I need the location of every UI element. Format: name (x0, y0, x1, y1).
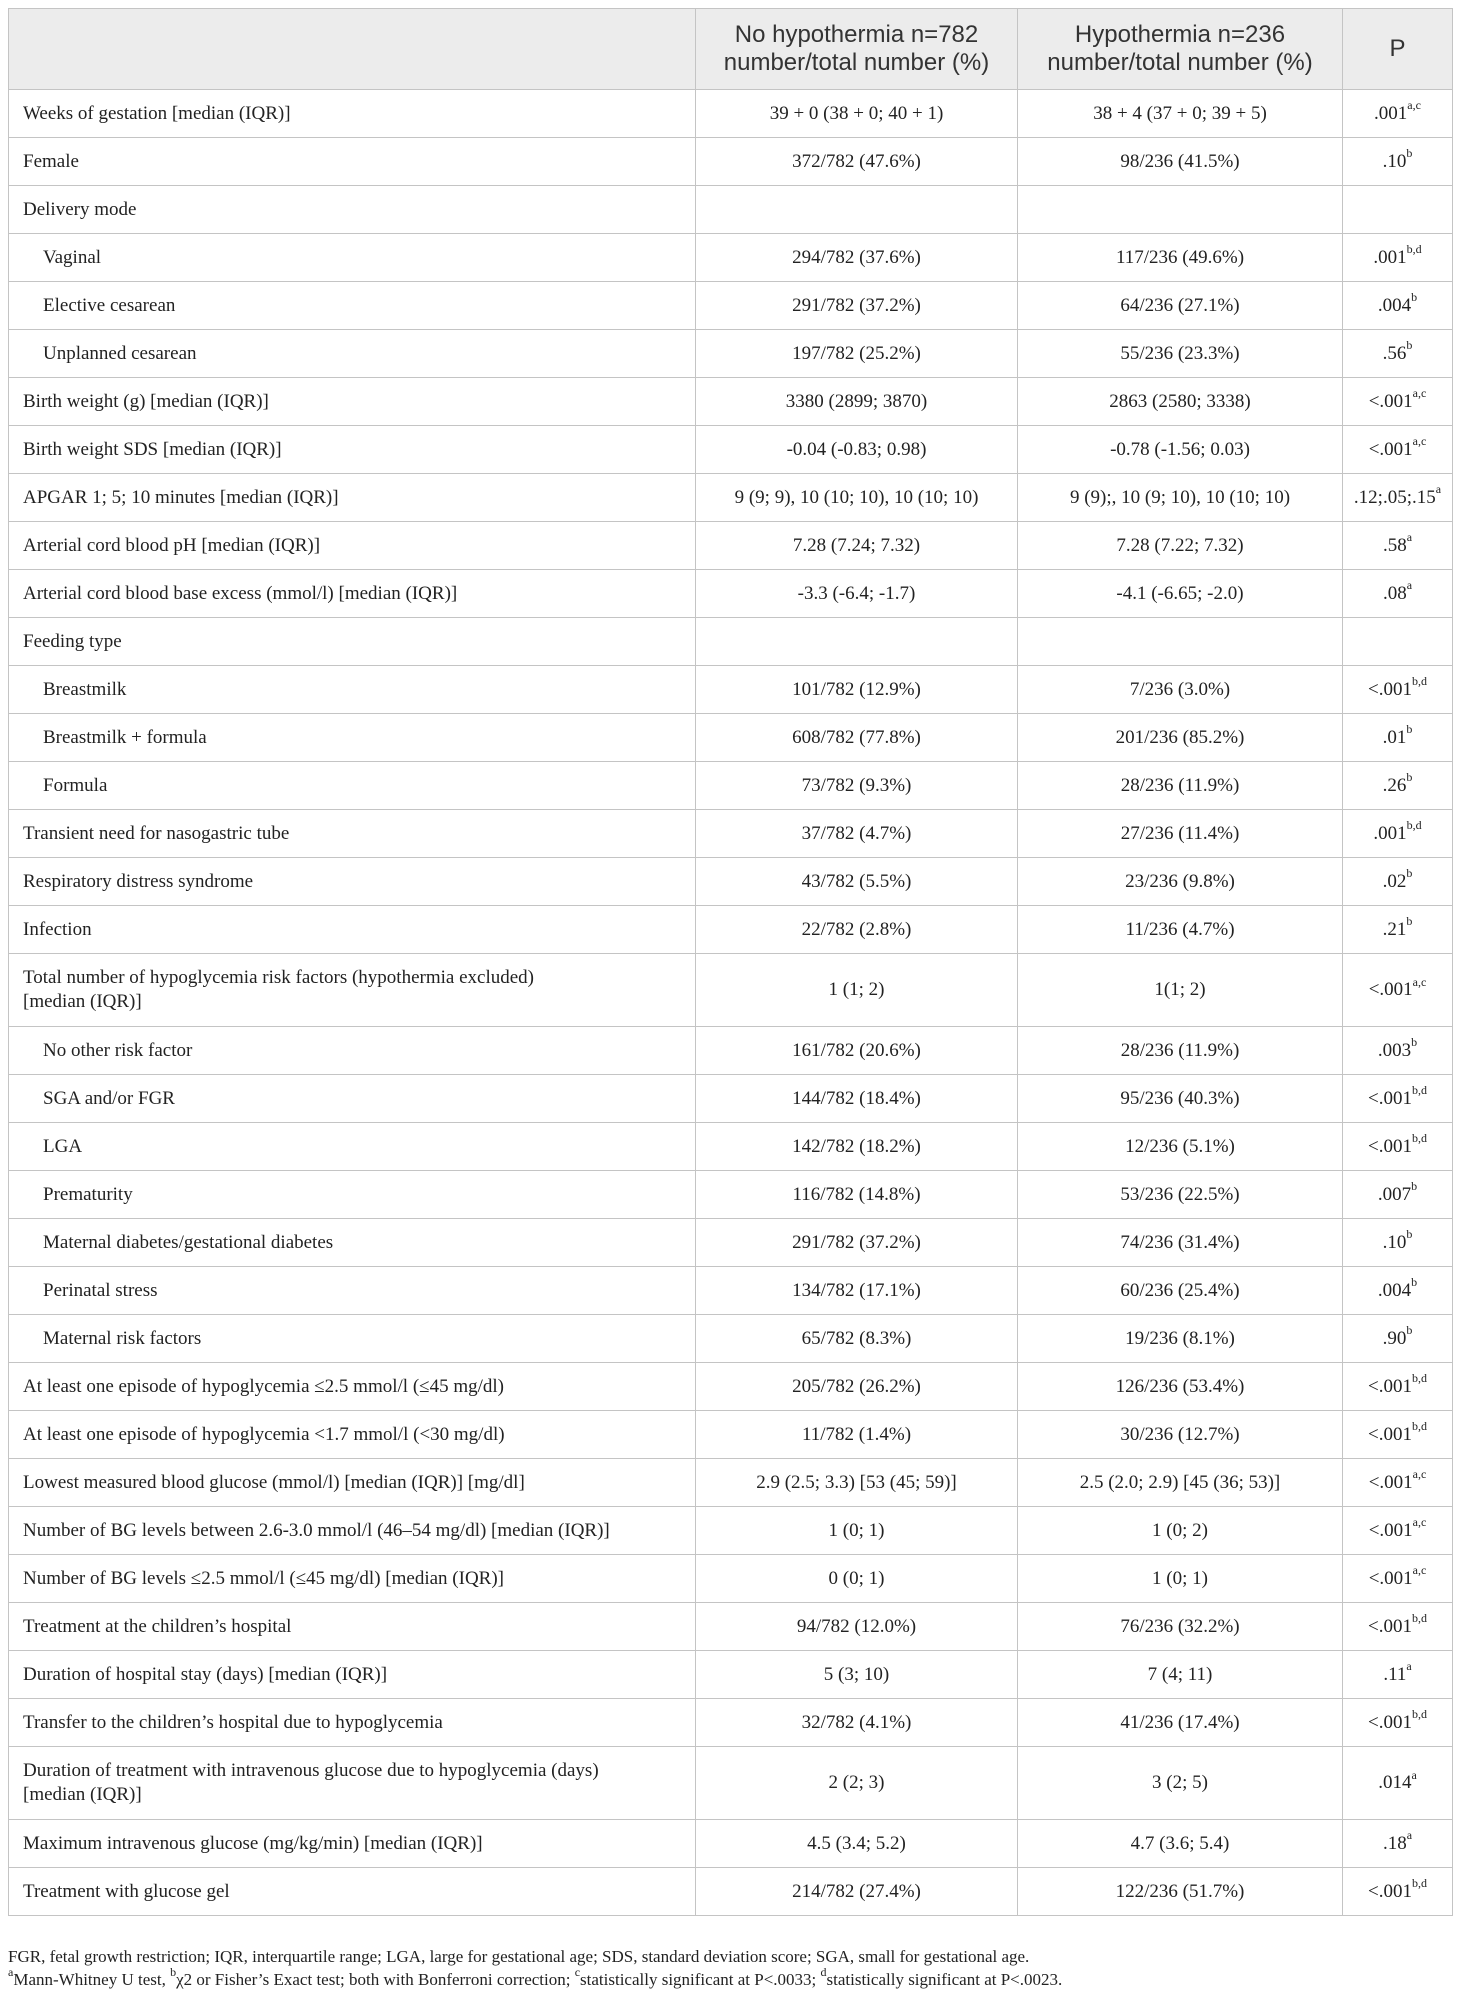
table-row (9, 1219, 1453, 1267)
row-label: Respiratory distress syndrome (9, 858, 696, 906)
p-value-footnote-mark: b (1406, 770, 1413, 785)
no-hypothermia-value: 0 (0; 1) (696, 1555, 1018, 1603)
no-hypothermia-value: 73/782 (9.3%) (696, 762, 1018, 810)
hypothermia-value: 7 (4; 11) (1018, 1651, 1343, 1699)
no-hypothermia-value: -0.04 (-0.83; 0.98) (696, 426, 1018, 474)
table-row (9, 282, 1453, 330)
p-value-footnote-mark: b (1411, 290, 1418, 305)
p-value-footnote-mark: a (1411, 1767, 1417, 1782)
table-row (9, 378, 1453, 426)
row-label: Lowest measured blood glucose (mmol/l) [median (IQR)] [mg/dl] (9, 1459, 696, 1507)
p-value: <.001 (1368, 1711, 1412, 1733)
p-value-footnote-mark: b,d (1406, 242, 1422, 257)
p-value: .08 (1382, 582, 1407, 604)
row-label: Treatment with glucose gel (9, 1868, 696, 1916)
p-value: .014 (1378, 1772, 1412, 1793)
hypothermia-value: -4.1 (-6.65; -2.0) (1018, 570, 1343, 618)
p-value-cell (1343, 762, 1453, 810)
p-value-footnote-mark: b (1411, 1275, 1418, 1290)
p-value: <.001 (1368, 1087, 1412, 1109)
no-hypothermia-value: 39 + 0 (38 + 0; 40 + 1) (696, 90, 1018, 138)
row-label: Birth weight SDS [median (IQR)] (9, 426, 696, 474)
p-value-cell (1343, 1075, 1453, 1123)
table-row (9, 1459, 1453, 1507)
row-label: SGA and/or FGR (9, 1075, 696, 1123)
p-value-footnote-mark: b,d (1411, 1371, 1427, 1386)
p-value-footnote-mark: a,c (1412, 1467, 1427, 1482)
no-hypothermia-value: 101/782 (12.9%) (696, 666, 1018, 714)
row-label: Infection (9, 906, 696, 954)
footnote-mark: c (574, 1965, 581, 1980)
p-value: .18 (1382, 1832, 1407, 1854)
p-value-cell (1343, 90, 1453, 138)
table-row (9, 330, 1453, 378)
p-value-footnote-mark: b,d (1411, 1419, 1427, 1434)
row-label: Arterial cord blood pH [median (IQR)] (9, 522, 696, 570)
p-value: .001 (1374, 102, 1408, 124)
hypothermia-value: 19/236 (8.1%) (1018, 1315, 1343, 1363)
footnote-text: Mann-Whitney U test, (13, 1970, 171, 1989)
p-value: .90 (1382, 1327, 1407, 1349)
p-value: .007 (1377, 1183, 1412, 1205)
p-value-cell (1343, 474, 1453, 522)
p-value-footnote-mark: a (1406, 1828, 1413, 1843)
table-row (9, 522, 1453, 570)
p-value: <.001 (1368, 1423, 1412, 1445)
p-value-cell (1343, 954, 1453, 1027)
footnote-text: χ2 or Fisher’s Exact test; both with Bonferroni correction; (176, 1970, 575, 1989)
p-value: <.001 (1368, 1135, 1412, 1157)
p-value: .56 (1382, 342, 1407, 364)
p-value-cell (1343, 714, 1453, 762)
p-value: .10 (1382, 1231, 1407, 1253)
p-value: .003 (1377, 1039, 1412, 1061)
results-table (8, 8, 1453, 1916)
p-value-cell (1343, 1603, 1453, 1651)
header-hypothermia: Hypothermia n=236 number/total number (%) (1018, 9, 1343, 90)
p-value: <.001 (1368, 979, 1413, 1000)
table-row (9, 666, 1453, 714)
p-value-cell (1343, 906, 1453, 954)
p-value-footnote-mark: a (1435, 482, 1442, 497)
p-value-footnote-mark: b (1406, 146, 1413, 161)
p-value-footnote-mark: b,d (1411, 1876, 1427, 1891)
row-label: Transfer to the children’s hospital due to hypoglycemia (9, 1699, 696, 1747)
no-hypothermia-value: 22/782 (2.8%) (696, 906, 1018, 954)
footnote-mark: d (820, 1965, 827, 1980)
table-row (9, 1555, 1453, 1603)
abbreviations-note: FGR, fetal growth restriction; IQR, interquartile range; LGA, large for gestational age; SDS, standard deviation score; SGA, small for gestational age. (8, 1947, 1030, 1966)
p-value-cell (1343, 810, 1453, 858)
p-value-footnote-mark: b,d (1411, 1611, 1427, 1626)
p-value-cell (1343, 1123, 1453, 1171)
no-hypothermia-value: 3380 (2899; 3870) (696, 378, 1018, 426)
hypothermia-value: 76/236 (32.2%) (1018, 1603, 1343, 1651)
p-value-cell (1343, 330, 1453, 378)
p-value-cell (1343, 426, 1453, 474)
p-value: <.001 (1368, 438, 1413, 460)
no-hypothermia-value: 142/782 (18.2%) (696, 1123, 1018, 1171)
p-value-cell (1343, 666, 1453, 714)
p-value: <.001 (1368, 1567, 1413, 1589)
table-row (9, 906, 1453, 954)
p-value-footnote-mark: a (1406, 578, 1413, 593)
no-hypothermia-value: 291/782 (37.2%) (696, 1219, 1018, 1267)
no-hypothermia-value: 7.28 (7.24; 7.32) (696, 522, 1018, 570)
p-value: .26 (1382, 774, 1407, 796)
row-label: Female (9, 138, 696, 186)
hypothermia-value: 1(1; 2) (1018, 954, 1343, 1027)
table-row (9, 762, 1453, 810)
footnote-mark: a (8, 1965, 14, 1980)
table-row (9, 1363, 1453, 1411)
header-p-value: P (1343, 9, 1453, 90)
p-value-footnote-mark: b,d (1411, 1131, 1427, 1146)
p-value-footnote-mark: b,d (1406, 818, 1422, 833)
table-body (9, 90, 1453, 1916)
p-value: <.001 (1368, 1615, 1412, 1637)
row-label: Maternal risk factors (9, 1315, 696, 1363)
p-value-footnote-mark: a (1406, 1659, 1412, 1674)
row-label: Unplanned cesarean (9, 330, 696, 378)
hypothermia-value: 2.5 (2.0; 2.9) [45 (36; 53)] (1018, 1459, 1343, 1507)
p-value-cell (1343, 570, 1453, 618)
no-hypothermia-value: -3.3 (-6.4; -1.7) (696, 570, 1018, 618)
table-row (9, 1699, 1453, 1747)
p-value: <.001 (1368, 1375, 1412, 1397)
row-label: Delivery mode (9, 186, 696, 234)
p-value-footnote-mark: b,d (1411, 1083, 1427, 1098)
row-label: At least one episode of hypoglycemia <1.7 mmol/l (<30 mg/dl) (9, 1411, 696, 1459)
row-label: Arterial cord blood base excess (mmol/l) [median (IQR)] (9, 570, 696, 618)
footnote-mark: b (170, 1965, 177, 1980)
row-label: Formula (9, 762, 696, 810)
p-value: <.001 (1368, 1471, 1413, 1493)
hypothermia-value: 95/236 (40.3%) (1018, 1075, 1343, 1123)
row-label: Number of BG levels between 2.6-3.0 mmol/l (46–54 mg/dl) [median (IQR)] (9, 1507, 696, 1555)
table-row (9, 1603, 1453, 1651)
row-label: Birth weight (g) [median (IQR)] (9, 378, 696, 426)
row-label: Prematurity (9, 1171, 696, 1219)
footnotes (8, 1945, 1452, 1991)
p-value: .004 (1377, 1279, 1412, 1301)
p-value-footnote-mark: a,c (1412, 1515, 1427, 1530)
p-value-footnote-mark: b,d (1411, 1707, 1427, 1722)
hypothermia-value: 28/236 (11.9%) (1018, 1027, 1343, 1075)
p-value-footnote-mark: b (1411, 1179, 1418, 1194)
hypothermia-value: 9 (9);, 10 (9; 10), 10 (10; 10) (1018, 474, 1343, 522)
p-value-cell (1343, 138, 1453, 186)
header-no-hypothermia: No hypothermia n=782 number/total number (%) (696, 9, 1018, 90)
row-label: No other risk factor (9, 1027, 696, 1075)
row-label: Number of BG levels ≤2.5 mmol/l (≤45 mg/dl) [median (IQR)] (9, 1555, 696, 1603)
hypothermia-value: 64/236 (27.1%) (1018, 282, 1343, 330)
p-value-cell (1343, 282, 1453, 330)
hypothermia-value: 53/236 (22.5%) (1018, 1171, 1343, 1219)
row-label: Maximum intravenous glucose (mg/kg/min) [median (IQR)] (9, 1820, 696, 1868)
no-hypothermia-value: 205/782 (26.2%) (696, 1363, 1018, 1411)
p-value-footnote-mark: b (1406, 866, 1413, 881)
p-value: <.001 (1368, 1519, 1413, 1541)
p-value-cell (1343, 378, 1453, 426)
hypothermia-value: 117/236 (49.6%) (1018, 234, 1343, 282)
hypothermia-value: 23/236 (9.8%) (1018, 858, 1343, 906)
no-hypothermia-value: 116/782 (14.8%) (696, 1171, 1018, 1219)
row-label: Duration of hospital stay (days) [median (IQR)] (9, 1651, 696, 1699)
statistics-note (8, 1965, 1452, 1991)
hypothermia-value: 4.7 (3.6; 5.4) (1018, 1820, 1343, 1868)
p-value: .001 (1373, 822, 1407, 844)
p-value-footnote-mark: a,c (1412, 434, 1427, 449)
hypothermia-value (1018, 186, 1343, 234)
hypothermia-value: 60/236 (25.4%) (1018, 1267, 1343, 1315)
table-header-row (9, 9, 1453, 90)
p-value: .21 (1382, 918, 1407, 940)
hypothermia-value: 3 (2; 5) (1018, 1747, 1343, 1820)
p-value-footnote-mark: b (1406, 338, 1413, 353)
p-value-cell (1343, 858, 1453, 906)
table-row (9, 1651, 1453, 1699)
p-value-cell (1343, 1699, 1453, 1747)
p-value: .02 (1382, 870, 1407, 892)
no-hypothermia-value: 134/782 (17.1%) (696, 1267, 1018, 1315)
no-hypothermia-value: 608/782 (77.8%) (696, 714, 1018, 762)
p-value-cell (1343, 1555, 1453, 1603)
p-value-cell (1343, 1459, 1453, 1507)
table-row (9, 1507, 1453, 1555)
row-label: Maternal diabetes/gestational diabetes (9, 1219, 696, 1267)
hypothermia-value: 122/236 (51.7%) (1018, 1868, 1343, 1916)
row-label: Perinatal stress (9, 1267, 696, 1315)
p-value-cell (1343, 186, 1453, 234)
hypothermia-value: 7/236 (3.0%) (1018, 666, 1343, 714)
no-hypothermia-value: 5 (3; 10) (696, 1651, 1018, 1699)
p-value-footnote-mark: b (1411, 1035, 1418, 1050)
table-row (9, 138, 1453, 186)
table-row (9, 474, 1453, 522)
p-value-footnote-mark: b (1406, 1323, 1413, 1338)
p-value-cell (1343, 1315, 1453, 1363)
p-value-cell (1343, 1868, 1453, 1916)
hypothermia-value: 41/236 (17.4%) (1018, 1699, 1343, 1747)
no-hypothermia-value: 65/782 (8.3%) (696, 1315, 1018, 1363)
hypothermia-value: 28/236 (11.9%) (1018, 762, 1343, 810)
table-row (9, 1411, 1453, 1459)
table-row (9, 1123, 1453, 1171)
no-hypothermia-value: 37/782 (4.7%) (696, 810, 1018, 858)
p-value-footnote-mark: b (1406, 1227, 1413, 1242)
p-value-cell (1343, 522, 1453, 570)
table-row (9, 954, 1453, 1027)
p-value-cell (1343, 1171, 1453, 1219)
hypothermia-value: 1 (0; 2) (1018, 1507, 1343, 1555)
table-row (9, 618, 1453, 666)
hypothermia-value: 38 + 4 (37 + 0; 39 + 5) (1018, 90, 1343, 138)
no-hypothermia-value: 32/782 (4.1%) (696, 1699, 1018, 1747)
p-value: <.001 (1368, 390, 1413, 412)
row-label: Elective cesarean (9, 282, 696, 330)
table-row (9, 858, 1453, 906)
hypothermia-value: 98/236 (41.5%) (1018, 138, 1343, 186)
no-hypothermia-value: 144/782 (18.4%) (696, 1075, 1018, 1123)
table-row (9, 90, 1453, 138)
no-hypothermia-value: 1 (0; 1) (696, 1507, 1018, 1555)
header-variable (9, 9, 696, 90)
table-row (9, 1868, 1453, 1916)
p-value-footnote-mark: a,c (1412, 974, 1427, 989)
p-value: .11 (1383, 1663, 1407, 1685)
row-label: Breastmilk (9, 666, 696, 714)
no-hypothermia-value: 2 (2; 3) (696, 1747, 1018, 1820)
hypothermia-value: -0.78 (-1.56; 0.03) (1018, 426, 1343, 474)
row-label: Treatment at the children’s hospital (9, 1603, 696, 1651)
row-label: Total number of hypoglycemia risk factors (hypothermia excluded) [median (IQR)] (9, 954, 696, 1027)
no-hypothermia-value: 294/782 (37.6%) (696, 234, 1018, 282)
hypothermia-value (1018, 618, 1343, 666)
table-row (9, 234, 1453, 282)
table-row (9, 570, 1453, 618)
p-value: .10 (1382, 150, 1407, 172)
hypothermia-value: 2863 (2580; 3338) (1018, 378, 1343, 426)
p-value-cell (1343, 1507, 1453, 1555)
hypothermia-value: 11/236 (4.7%) (1018, 906, 1343, 954)
table-row (9, 1747, 1453, 1820)
table-row (9, 714, 1453, 762)
row-label: LGA (9, 1123, 696, 1171)
p-value-cell (1343, 1267, 1453, 1315)
no-hypothermia-value: 11/782 (1.4%) (696, 1411, 1018, 1459)
no-hypothermia-value: 291/782 (37.2%) (696, 282, 1018, 330)
no-hypothermia-value: 197/782 (25.2%) (696, 330, 1018, 378)
p-value: <.001 (1368, 678, 1412, 700)
p-value-cell (1343, 1027, 1453, 1075)
p-value: .58 (1382, 534, 1407, 556)
p-value-cell (1343, 1411, 1453, 1459)
p-value-footnote-mark: a,c (1412, 386, 1427, 401)
no-hypothermia-value: 43/782 (5.5%) (696, 858, 1018, 906)
p-value: .004 (1377, 294, 1412, 316)
hypothermia-value: 126/236 (53.4%) (1018, 1363, 1343, 1411)
row-label: Vaginal (9, 234, 696, 282)
p-value-cell (1343, 1820, 1453, 1868)
table-row (9, 1267, 1453, 1315)
p-value: .01 (1382, 726, 1407, 748)
p-value-cell (1343, 1219, 1453, 1267)
hypothermia-value: 74/236 (31.4%) (1018, 1219, 1343, 1267)
footnote-text: statistically significant at P<.0033; (580, 1970, 821, 1989)
row-label: Feeding type (9, 618, 696, 666)
table-row (9, 1820, 1453, 1868)
table-row (9, 810, 1453, 858)
hypothermia-value: 7.28 (7.22; 7.32) (1018, 522, 1343, 570)
no-hypothermia-value: 372/782 (47.6%) (696, 138, 1018, 186)
hypothermia-value: 12/236 (5.1%) (1018, 1123, 1343, 1171)
row-label: Transient need for nasogastric tube (9, 810, 696, 858)
p-value: <.001 (1368, 1880, 1412, 1902)
p-value-cell (1343, 618, 1453, 666)
hypothermia-value: 1 (0; 1) (1018, 1555, 1343, 1603)
p-value-cell (1343, 1747, 1453, 1820)
row-label: Duration of treatment with intravenous glucose due to hypoglycemia (days) [median (IQR)] (9, 1747, 696, 1820)
table-row (9, 1315, 1453, 1363)
p-value-cell (1343, 1363, 1453, 1411)
p-value: .001 (1373, 246, 1407, 268)
p-value-footnote-mark: b (1406, 722, 1413, 737)
p-value-footnote-mark: b (1406, 914, 1413, 929)
no-hypothermia-value (696, 186, 1018, 234)
table-row (9, 1075, 1453, 1123)
footnote-text: statistically significant at P<.0023. (826, 1970, 1063, 1989)
row-label: Weeks of gestation [median (IQR)] (9, 90, 696, 138)
no-hypothermia-value: 161/782 (20.6%) (696, 1027, 1018, 1075)
hypothermia-value: 27/236 (11.4%) (1018, 810, 1343, 858)
p-value: .12;.05;.15 (1353, 486, 1436, 508)
no-hypothermia-value: 214/782 (27.4%) (696, 1868, 1018, 1916)
hypothermia-value: 201/236 (85.2%) (1018, 714, 1343, 762)
no-hypothermia-value: 2.9 (2.5; 3.3) [53 (45; 59)] (696, 1459, 1018, 1507)
hypothermia-value: 55/236 (23.3%) (1018, 330, 1343, 378)
p-value-footnote-mark: a,c (1407, 98, 1421, 113)
table-row (9, 426, 1453, 474)
no-hypothermia-value: 4.5 (3.4; 5.2) (696, 1820, 1018, 1868)
p-value-footnote-mark: a,c (1412, 1563, 1427, 1578)
no-hypothermia-value (696, 618, 1018, 666)
row-label: APGAR 1; 5; 10 minutes [median (IQR)] (9, 474, 696, 522)
p-value-cell (1343, 1651, 1453, 1699)
p-value-footnote-mark: b,d (1411, 674, 1427, 689)
p-value-footnote-mark: a (1406, 530, 1413, 545)
hypothermia-value: 30/236 (12.7%) (1018, 1411, 1343, 1459)
table-row (9, 186, 1453, 234)
no-hypothermia-value: 1 (1; 2) (696, 954, 1018, 1027)
no-hypothermia-value: 9 (9; 9), 10 (10; 10), 10 (10; 10) (696, 474, 1018, 522)
no-hypothermia-value: 94/782 (12.0%) (696, 1603, 1018, 1651)
p-value-cell (1343, 234, 1453, 282)
row-label: At least one episode of hypoglycemia ≤2.5 mmol/l (≤45 mg/dl) (9, 1363, 696, 1411)
table-row (9, 1027, 1453, 1075)
row-label: Breastmilk + formula (9, 714, 696, 762)
table-row (9, 1171, 1453, 1219)
